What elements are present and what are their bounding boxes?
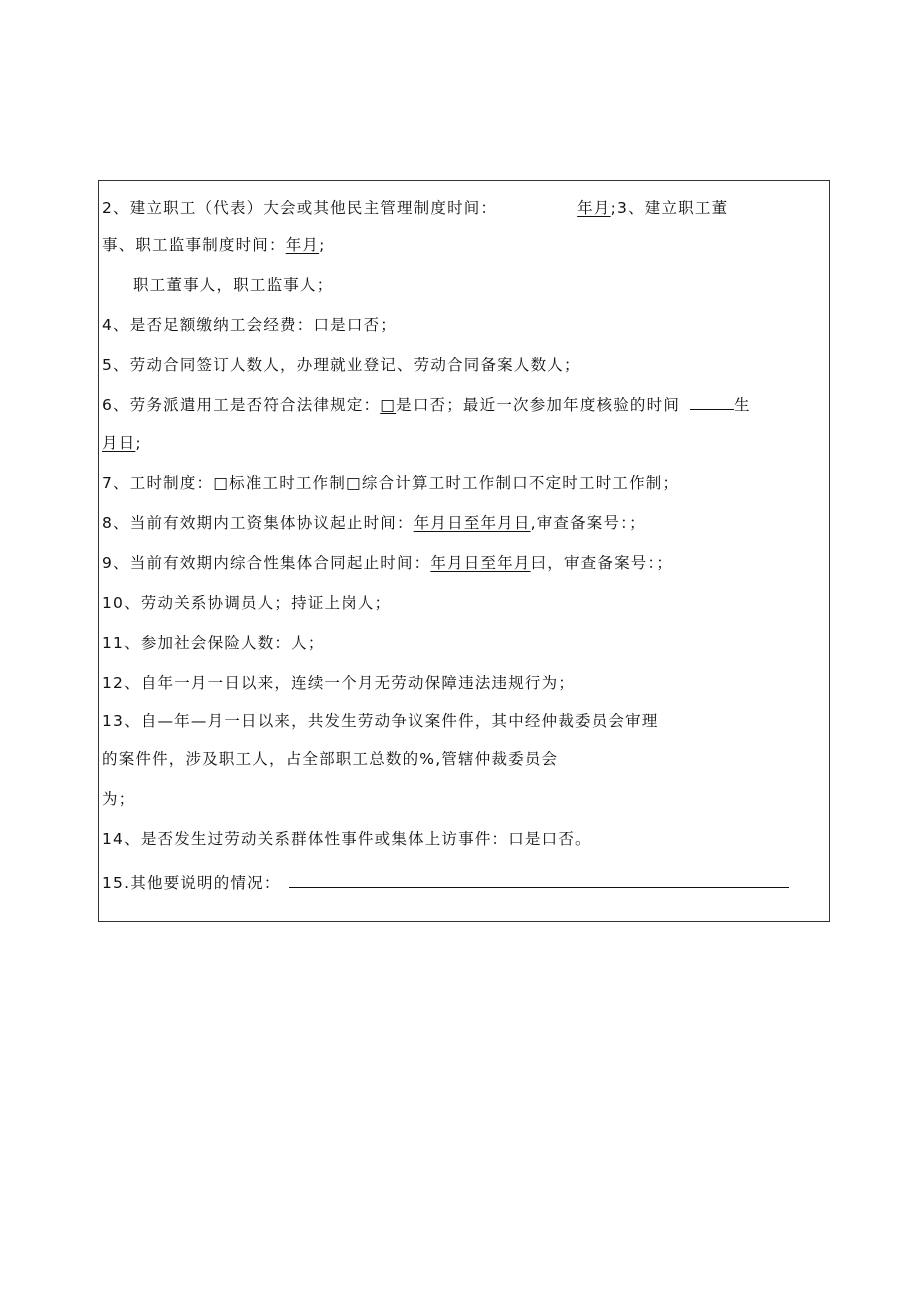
item-4: 4、是否足额缴纳工会经费：口是口否；: [102, 316, 397, 334]
item-6-text: 6、劳务派遣用工是否符合法律规定：: [102, 396, 381, 414]
item-6-date: 月日: [102, 434, 136, 452]
checkbox-box-icon: □: [213, 474, 230, 492]
item-3-date: 年月: [285, 236, 320, 254]
item-9-text-2: 曰，审查备案号：；: [530, 554, 674, 572]
item-7-text: 7、工时制度：: [102, 474, 214, 492]
item-13-line-3: 为；: [102, 790, 136, 808]
item-6-end: ;: [135, 434, 142, 452]
item-9-text: 9、当前有效期内综合性集体合同起止时间：: [102, 554, 431, 572]
item-6-text-2: 是口否；最近一次参加年度核验的时间: [396, 396, 681, 414]
item-6-line: [102, 395, 751, 415]
item-15-text: 15.其他要说明的情况：: [102, 874, 281, 892]
item-2-sep: ;: [610, 199, 618, 217]
item-12: 12、自年一月一日以来，连续一个月无劳动保障违法违规行为；: [102, 674, 576, 692]
item-14: 14、是否发生过劳动关系群体性事件或集体上访事件：口是口否。: [102, 830, 592, 848]
item-8-line: [102, 513, 646, 533]
blank-field: [690, 409, 734, 410]
item-5: 5、劳动合同签订人数人，办理就业登记、劳动合同备案人数人；: [102, 356, 581, 374]
item-8-text: 8、当前有效期内工资集体协议起止时间：: [102, 514, 414, 532]
item-6-text-3: 生: [734, 396, 751, 414]
item-6-line-2: [102, 433, 142, 453]
item-3-counts: 职工董事人，职工监事人；: [133, 276, 334, 294]
item-11: 11、参加社会保险人数：人；: [102, 634, 325, 652]
item-7-line: [102, 473, 679, 493]
item-3-line: [102, 235, 326, 255]
item-15-line: [102, 873, 789, 893]
form-box: [98, 180, 830, 922]
item-3-text-start: 3、建立职工董: [617, 199, 729, 217]
item-15-blank-field[interactable]: [289, 887, 789, 888]
item-2-text: 2、建立职工（代表）大会或其他民主管理制度时间：: [102, 199, 498, 217]
item-13-line-1: 13、自—年—月一日以来，共发生劳动争议案件件，其中经仲裁委员会审理: [102, 712, 659, 730]
item-3-text: 事、职工监事制度时间：: [102, 236, 286, 254]
item-7-option-1: 标准工时工作制: [229, 474, 347, 492]
item-9-date: 年月日至年月: [430, 554, 531, 572]
checkbox-box-icon: □: [380, 396, 397, 414]
item-2-line: [102, 198, 728, 218]
item-13-line-2: 的案件件，涉及职工人，占全部职工总数的%,管辖仲裁委员会: [102, 750, 559, 768]
item-3-end: ;: [319, 236, 326, 254]
item-7-option-2: 综合计算工时工作制口不定时工时工作制；: [361, 474, 680, 492]
item-9-line: [102, 553, 673, 573]
item-2-date: 年月: [577, 199, 611, 217]
item-8-date: 年月日至年月日: [413, 514, 531, 532]
item-8-text-2: ,审查备案号：；: [530, 514, 646, 532]
item-10: 10、劳动关系协调员人；持证上岗人；: [102, 594, 392, 612]
checkbox-box-icon: □: [346, 474, 362, 492]
